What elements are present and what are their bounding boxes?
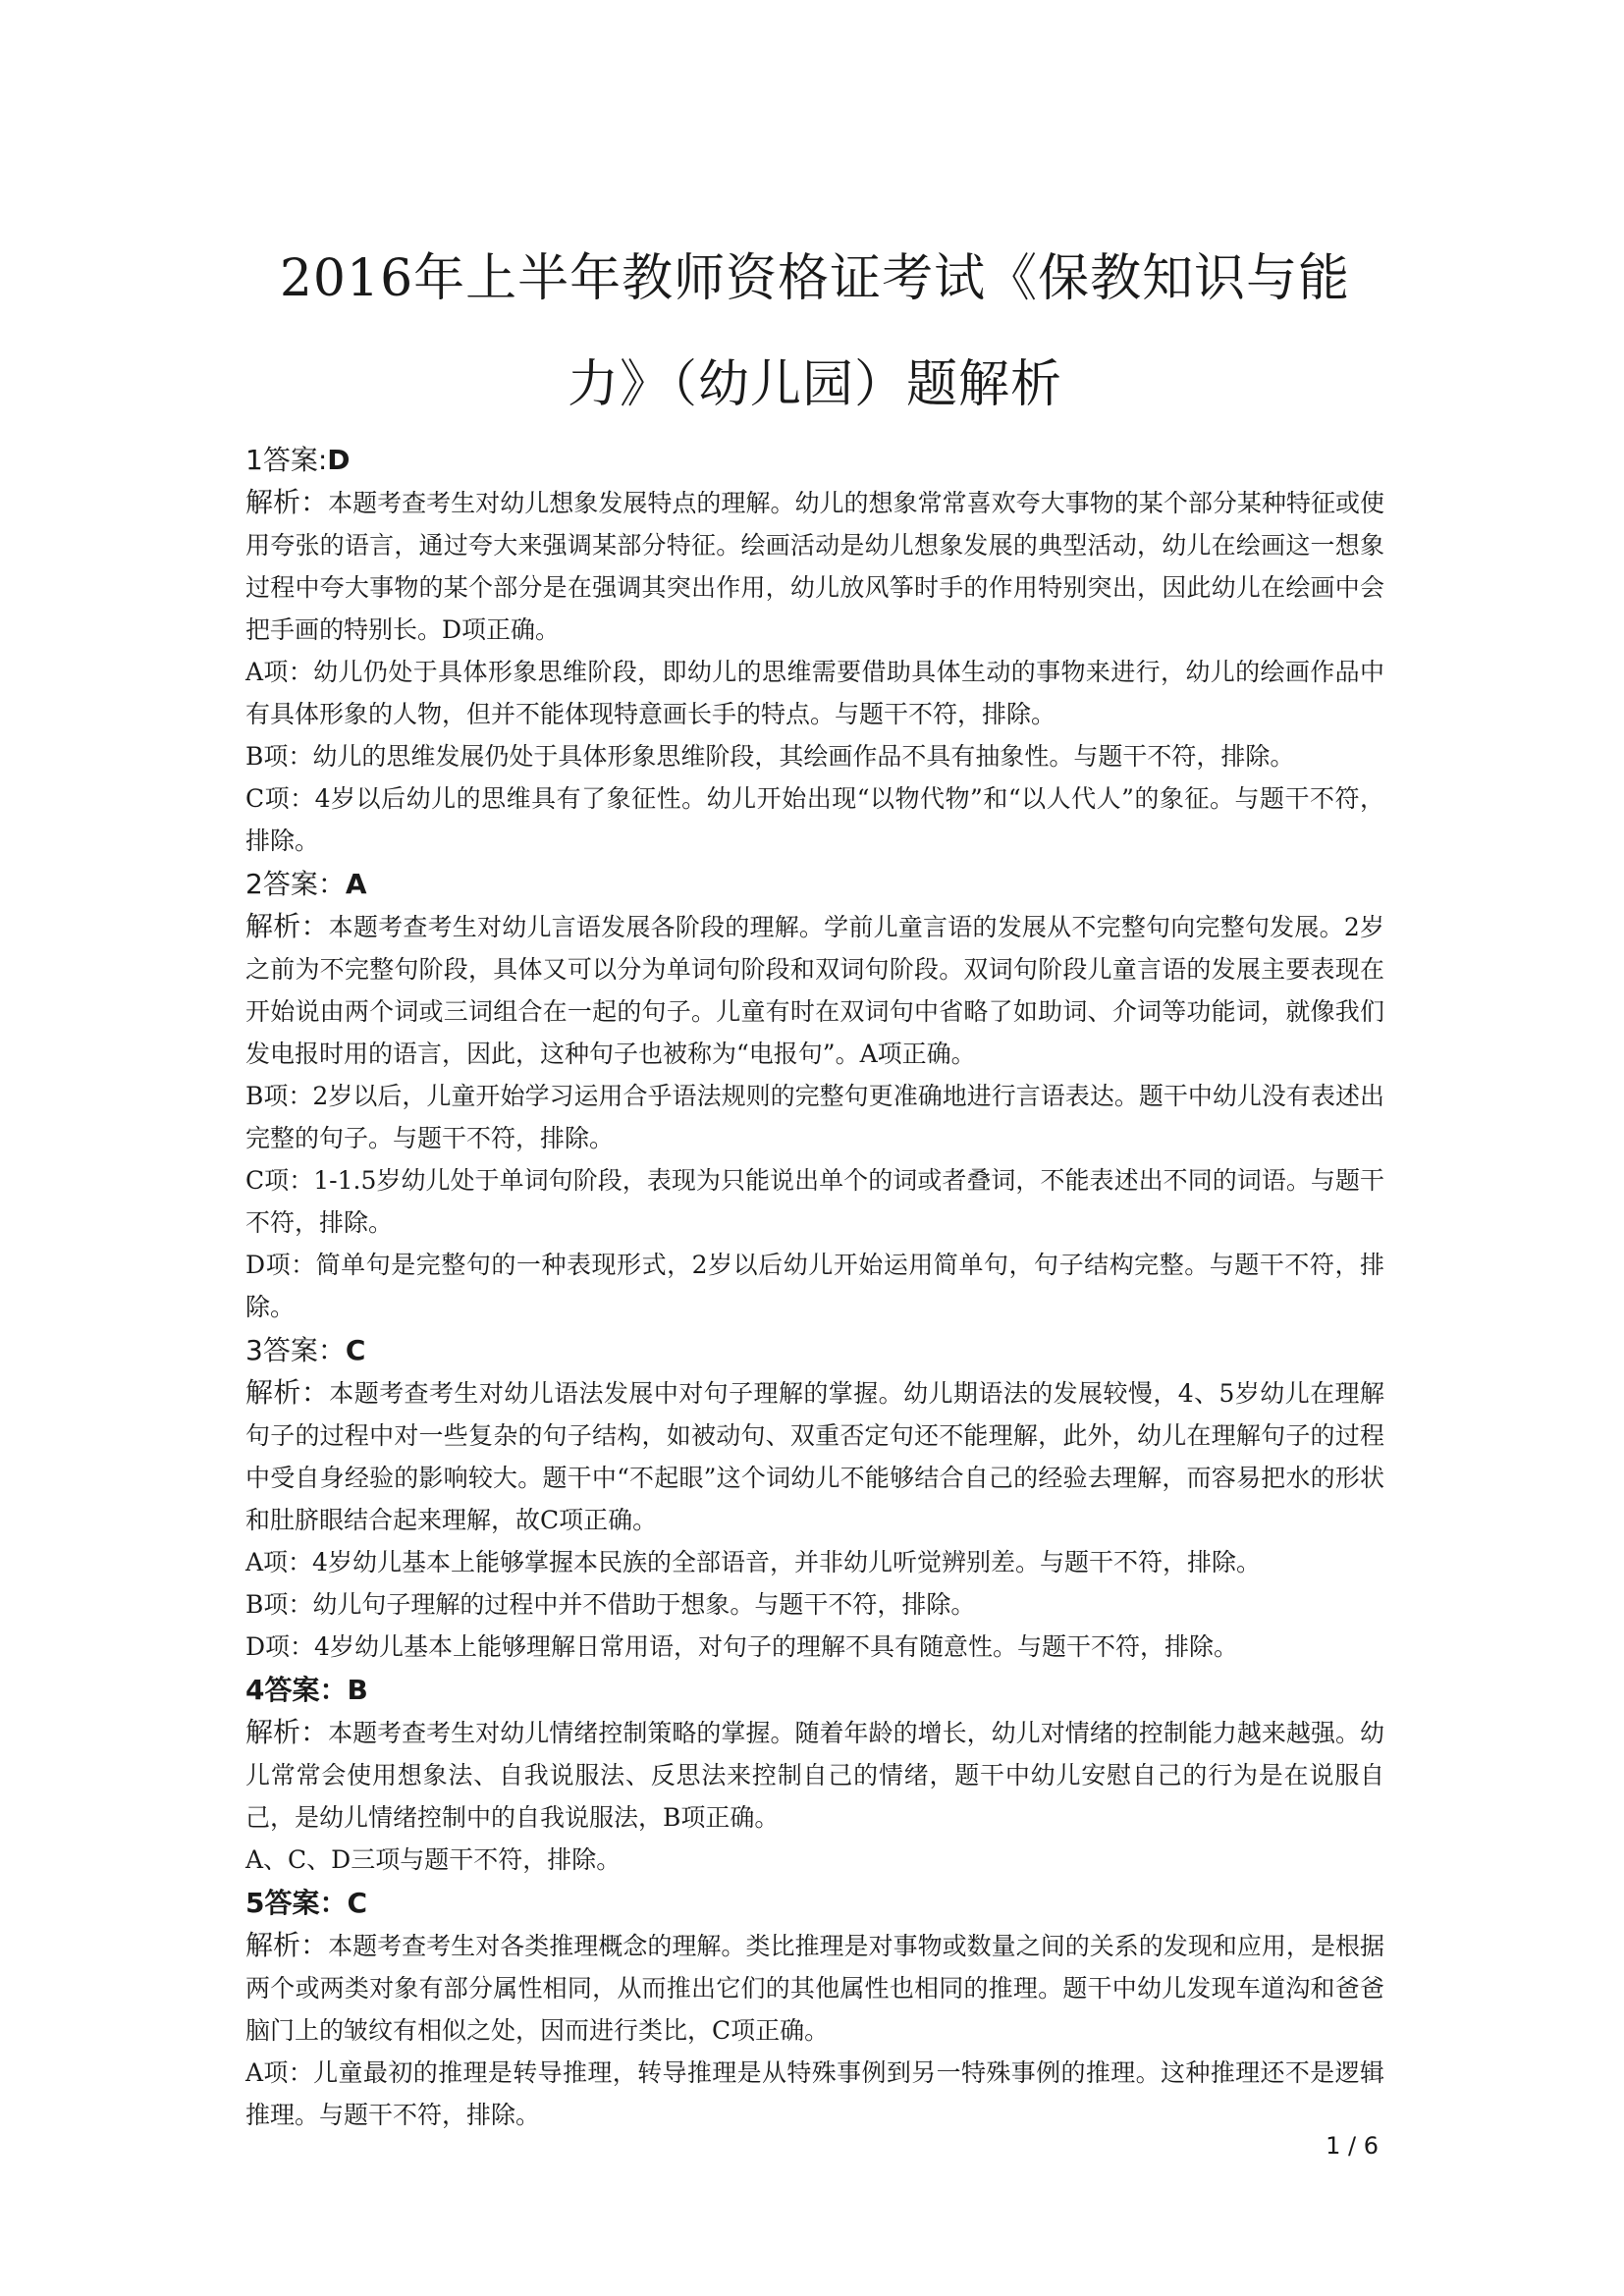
answer-label: 3答案： — [245, 1334, 346, 1366]
question-1 — [245, 440, 1384, 862]
answer-value: A — [345, 868, 367, 900]
analysis-paragraph — [245, 905, 1384, 1075]
document-page — [245, 226, 1384, 2136]
analysis-text: 本题考查考生对幼儿情绪控制策略的掌握。随着年龄的增长，幼儿对情绪的控制能力越来越强。幼儿常常会使用想象法、自我说服法、反思法来控制自己的情绪，题干中幼儿安慰自己的行为是在说服自己，是幼儿情绪控制中的自我说服法，B项正确。 — [245, 1719, 1384, 1832]
analysis-label: 解析： — [245, 1376, 330, 1409]
analysis-label: 解析： — [245, 910, 329, 942]
option-explanation: B项：幼儿句子理解的过程中并不借助于想象。与题干不符，排除。 — [245, 1590, 976, 1619]
answer-label: 1答案: — [245, 444, 328, 476]
answer-value: C — [345, 1334, 366, 1366]
answer-line — [245, 1883, 1384, 1924]
analysis-label: 解析： — [245, 1716, 329, 1748]
question-5 — [245, 1883, 1384, 2136]
analysis-text: 本题考查考生对各类推理概念的理解。类比推理是对事物或数量之间的关系的发现和应用，是根据两个或两类对象有部分属性相同，从而推出它们的其他属性也相同的推理。题干中幼儿发现车道沟和爸爸脑门上的皱纹有相似之处，因而进行类比，C项正确。 — [245, 1932, 1384, 2045]
answer-line — [245, 1330, 1384, 1371]
question-2 — [245, 864, 1384, 1328]
answer-line — [245, 440, 1384, 481]
analysis-paragraph — [245, 1711, 1384, 1839]
answer-line — [245, 864, 1384, 905]
page-number: 1 / 6 — [1326, 2132, 1379, 2160]
analysis-text: 本题考查考生对幼儿言语发展各阶段的理解。学前儿童言语的发展从不完整句向完整句发展。2岁之前为不完整句阶段，具体又可以分为单词句阶段和双词句阶段。双词句阶段儿童言语的发展主要表现在开始说由两个词或三词组合在一起的句子。儿童有时在双词句中省略了如助词、介词等功能词，就像我们发电报时用的语言，因此，这种句子也被称为“电报句”。A项正确。 — [245, 913, 1384, 1068]
option-explanation: D项：简单句是完整句的一种表现形式，2岁以后幼儿开始运用简单句，句子结构完整。与题干不符，排除。 — [245, 1251, 1384, 1321]
option-explanation: B项：幼儿的思维发展仍处于具体形象思维阶段，其绘画作品不具有抽象性。与题干不符，排除。 — [245, 742, 1295, 771]
question-4 — [245, 1670, 1384, 1881]
question-list — [245, 440, 1384, 2136]
question-3 — [245, 1330, 1384, 1668]
option-explanation: A项：幼儿仍处于具体形象思维阶段，即幼儿的思维需要借助具体生动的事物来进行，幼儿的绘画作品中有具体形象的人物，但并不能体现特意画长手的特点。与题干不符，排除。 — [245, 658, 1384, 728]
option-explanation: A项：4岁幼儿基本上能够掌握本民族的全部语音，并非幼儿听觉辨别差。与题干不符，排除。 — [245, 1548, 1261, 1576]
option-explanation: A项：儿童最初的推理是转导推理，转导推理是从特殊事例到另一特殊事例的推理。这种推理还不是逻辑推理。与题干不符，排除。 — [245, 2058, 1384, 2129]
answer-line — [245, 1670, 1384, 1711]
analysis-label: 解析： — [245, 1929, 329, 1961]
option-explanation: A、C、D三项与题干不符，排除。 — [245, 1845, 622, 1874]
option-explanation: C项：1-1.5岁幼儿处于单词句阶段，表现为只能说出单个的词或者叠词，不能表述出不同的词语。与题干不符，排除。 — [245, 1166, 1384, 1237]
answer-label: 2答案： — [245, 868, 346, 900]
analysis-label: 解析： — [245, 486, 329, 518]
option-explanation: C项：4岁以后幼儿的思维具有了象征性。幼儿开始出现“以物代物”和“以人代人”的象征。与题干不符，排除。 — [245, 784, 1384, 855]
analysis-paragraph — [245, 1371, 1384, 1541]
option-explanation: B项：2岁以后，儿童开始学习运用合乎语法规则的完整句更准确地进行言语表达。题干中幼儿没有表述出完整的句子。与题干不符，排除。 — [245, 1082, 1384, 1152]
analysis-paragraph — [245, 481, 1384, 651]
answer-value: B — [347, 1674, 368, 1706]
analysis-text: 本题考查考生对幼儿想象发展特点的理解。幼儿的想象常常喜欢夸大事物的某个部分某种特征或使用夸张的语言，通过夸大来强调某部分特征。绘画活动是幼儿想象发展的典型活动，幼儿在绘画这一想象过程中夸大事物的某个部分是在强调其突出作用，幼儿放风筝时手的作用特别突出，因此幼儿在绘画中会把手画的特别长。D项正确。 — [245, 489, 1384, 644]
option-explanation: D项：4岁幼儿基本上能够理解日常用语，对句子的理解不具有随意性。与题干不符，排除。 — [245, 1632, 1238, 1661]
analysis-text: 本题考查考生对幼儿语法发展中对句子理解的掌握。幼儿期语法的发展较慢，4、5岁幼儿在理解句子的过程中对一些复杂的句子结构，如被动句、双重否定句还不能理解，此外，幼儿在理解句子的过程中受自身经验的影响较大。题干中“不起眼”这个词幼儿不能够结合自己的经验去理解，而容易把水的形状和肚脐眼结合起来理解，故C项正确。 — [245, 1379, 1384, 1534]
answer-label: 5答案： — [245, 1887, 348, 1919]
answer-value: D — [327, 444, 351, 476]
analysis-paragraph — [245, 1924, 1384, 2052]
answer-label: 4答案： — [245, 1674, 348, 1706]
answer-value: C — [347, 1887, 368, 1919]
document-title: 2016年上半年教师资格证考试《保教知识与能力》（幼儿园）题解析 — [279, 249, 1351, 414]
